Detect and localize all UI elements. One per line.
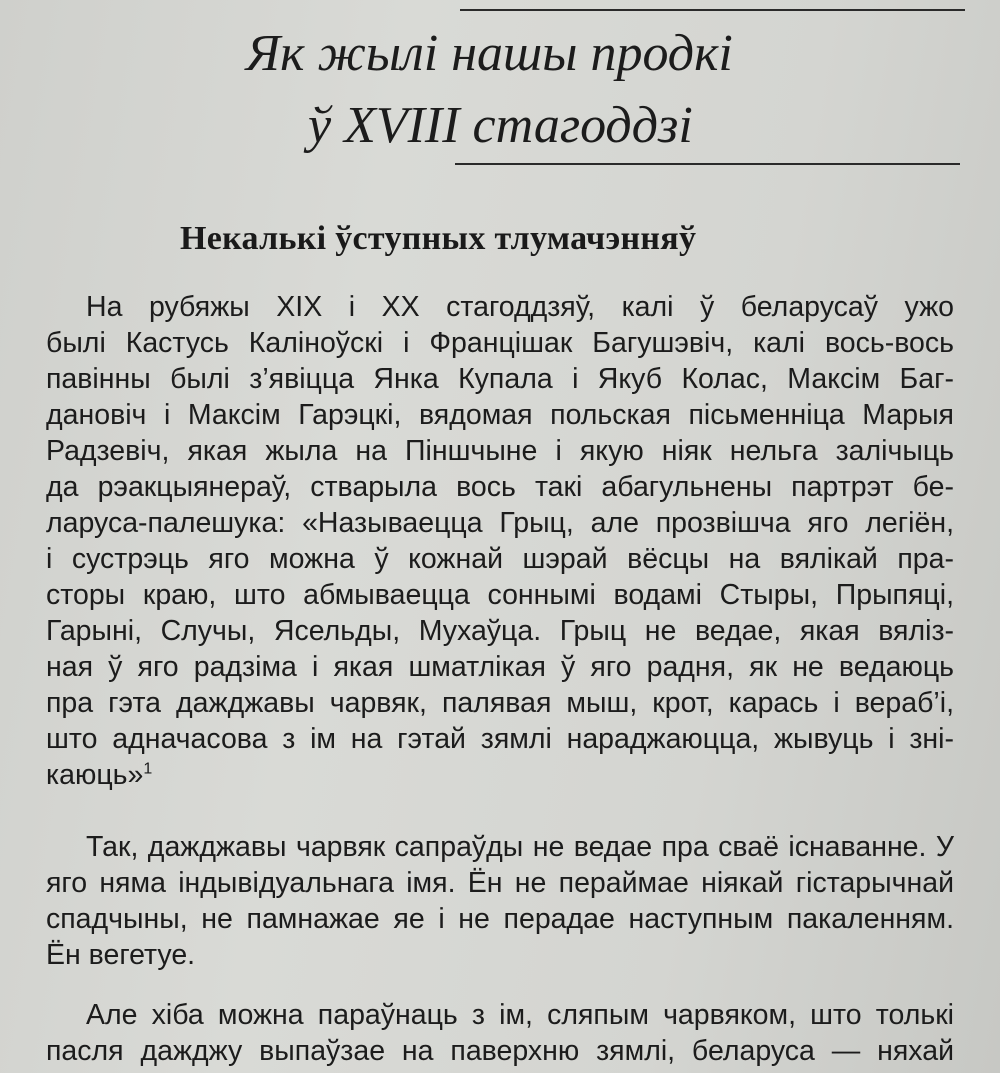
text-line: спадчыны, не памнажае яе і не перадае наступным пакаленням.	[46, 903, 954, 935]
text-line: сторы краю, што абмываецца соннымі водамі Стыры, Прыпяці,	[46, 579, 954, 611]
text-line	[46, 758, 954, 792]
text-line: што адначасова з ім на гэтай зямлі нараджаюцца, жывуць і зні-	[46, 723, 954, 755]
text-line: пасля дажджу выпаўзае на паверхню зямлі, беларуса — няхай	[46, 1035, 954, 1067]
title-top-rule	[460, 9, 965, 11]
text-line: Радзевіч, якая жыла на Піншчыне і якую ніяк нельга залічыць	[46, 435, 954, 467]
text-line: і сустрэць яго можна ў кожнай шэрай вёсцы на вялікай пра-	[46, 543, 954, 575]
text-line: Так, дажджавы чарвяк сапраўды не ведае пра сваё існаванне. У	[86, 831, 954, 863]
text-line: павінны былі з’явіцца Янка Купала і Якуб Колас, Максім Баг-	[46, 363, 954, 395]
text-line: да рэакцыянераў, стварыла вось такі абагульнены партрэт бе-	[46, 471, 954, 503]
chapter-title-line-1: Як жылі нашы продкі	[246, 25, 733, 82]
title-bottom-rule	[455, 163, 960, 165]
section-heading: Некалькі ўступных тлумачэнняў	[180, 220, 697, 257]
text-line: Гарыні, Случы, Ясельды, Мухаўца. Грыц не ведае, якая вялiз-	[46, 615, 954, 647]
text-line: Ён вегетуе.	[46, 939, 196, 971]
text-line: дановіч і Максім Гарэцкі, вядомая польская пісьменніца Марыя	[46, 399, 954, 431]
text-line: яго няма індывідуальнага імя. Ён не пераймае ніякай гістарычнай	[46, 867, 954, 899]
text-line: Але хіба можна параўнаць з ім, сляпым чарвяком, што толькі	[86, 999, 954, 1031]
chapter-title-line-2: ў XVIII стагоддзі	[308, 97, 693, 154]
text-line: пра гэта дажджавы чарвяк, палявая мыш, крот, карась і вераб’і,	[46, 687, 954, 719]
text-line: ларуса-палешука: «Называецца Грыц, але прозвішча яго легіён,	[46, 507, 954, 539]
text-line: На рубяжы XIX і XX стагоддзяў, калі ў беларусаў ужо	[86, 291, 954, 323]
text-line: былі Кастусь Каліноўскі і Францішак Багушэвіч, калі вось-вось	[46, 327, 954, 359]
text-line: ная ў яго радзіма і якая шматлікая ў яго радня, як не ведаюць	[46, 651, 954, 683]
footnote-mark: 1	[143, 760, 153, 778]
text-line-content: каюць»	[46, 759, 144, 791]
